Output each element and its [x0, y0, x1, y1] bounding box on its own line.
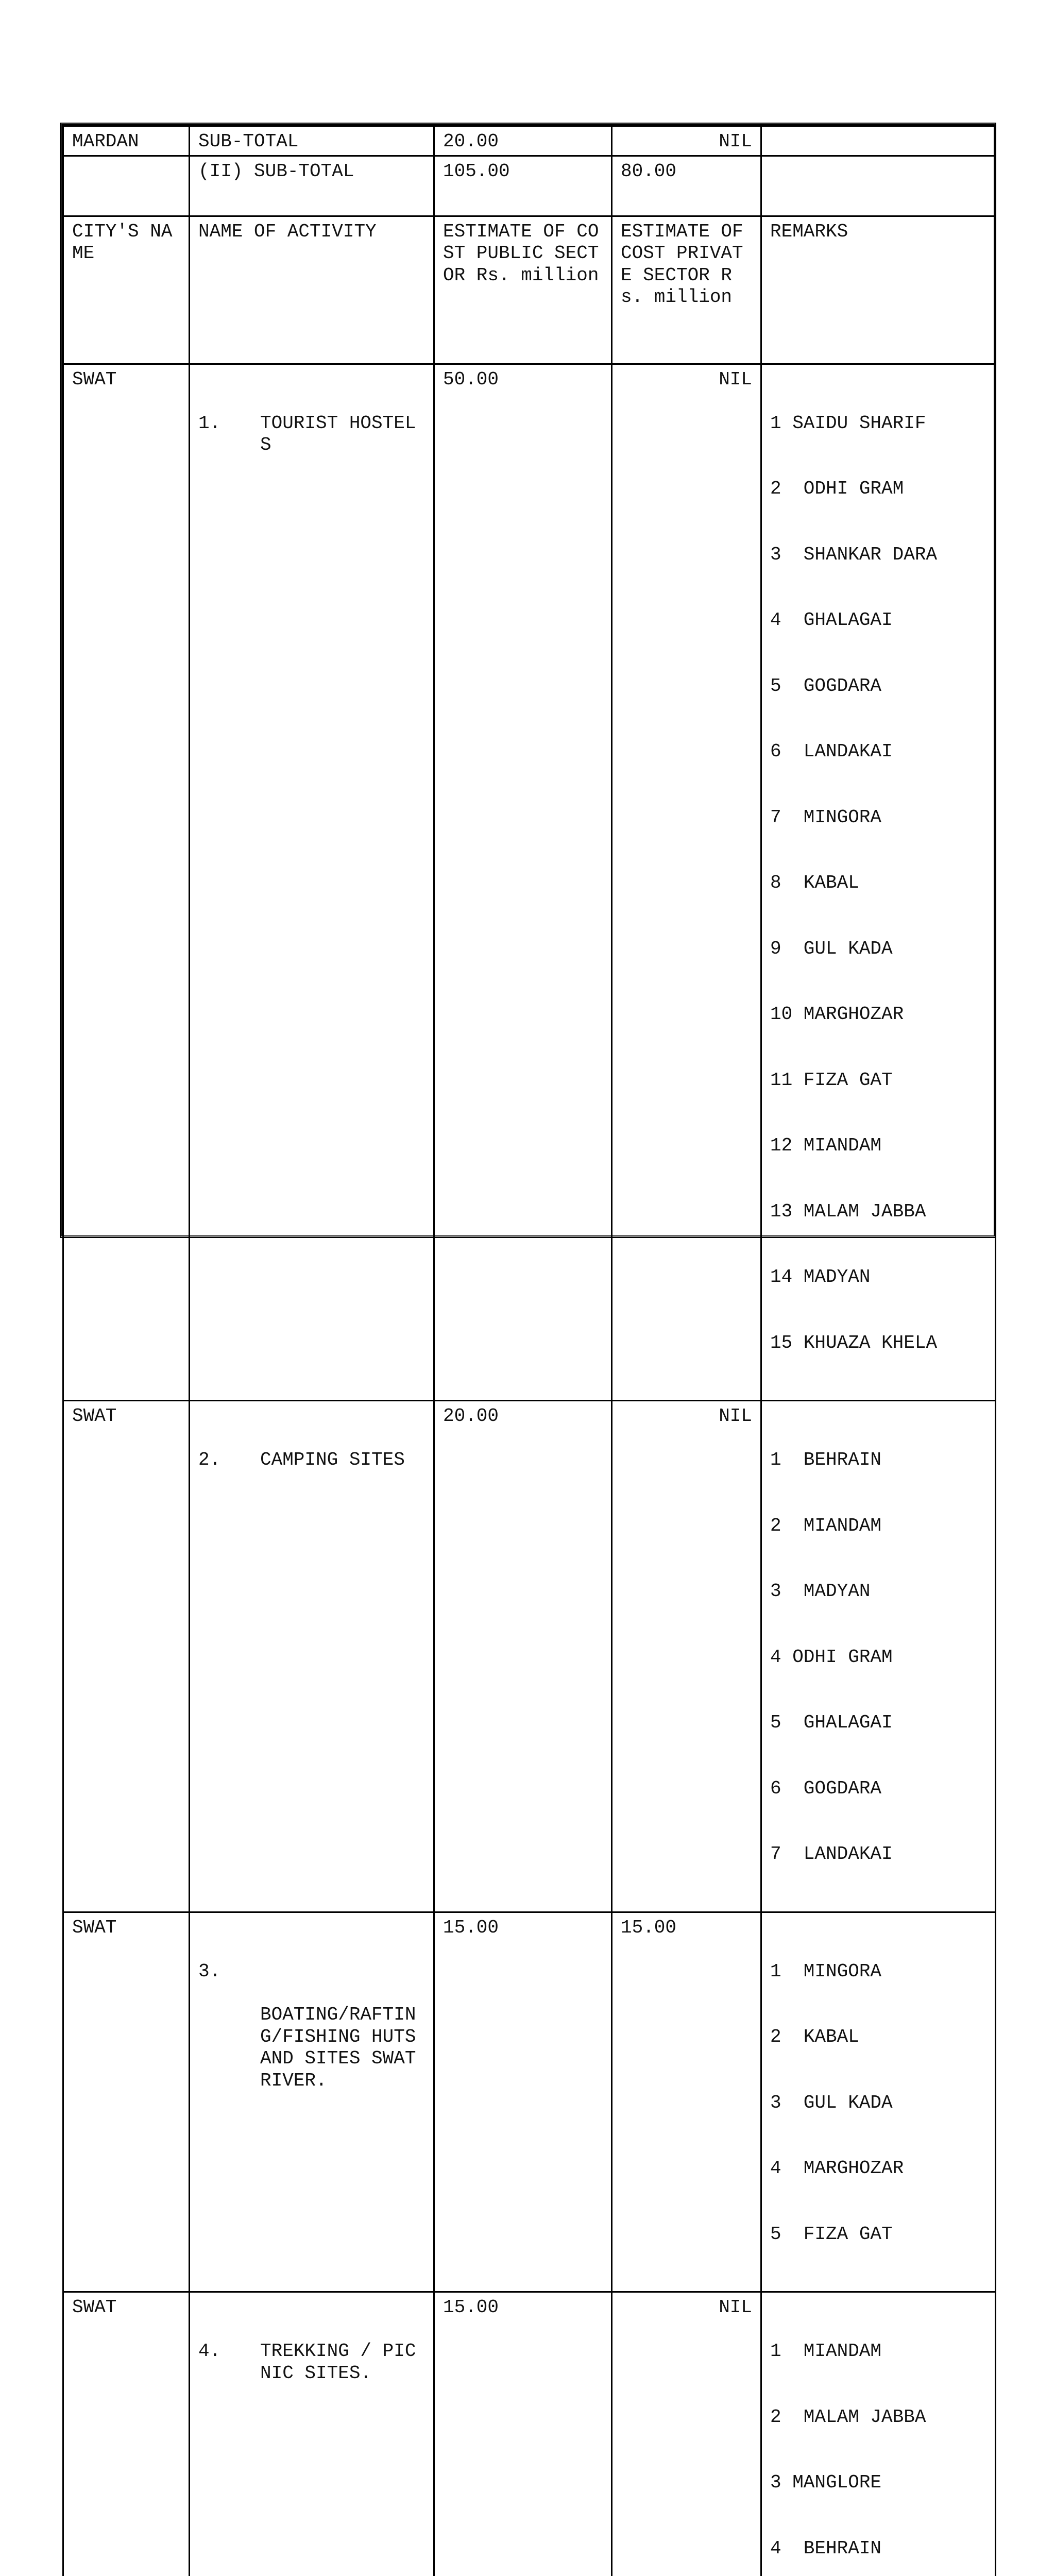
remark-item: 10 MARGHOZAR — [770, 1004, 986, 1026]
remark-item: 2 ODHI GRAM — [770, 478, 986, 500]
remark-item: 1 MIANDAM — [770, 2341, 986, 2363]
private-cost-cell: 15.00 — [612, 1912, 761, 2292]
header-activity: NAME OF ACTIVITY — [190, 216, 434, 364]
remark-item: 1 SAIDU SHARIF — [770, 413, 986, 435]
remark-item: 14 MADYAN — [770, 1266, 986, 1289]
city-cell: SWAT — [63, 2292, 190, 2576]
table-row — [63, 364, 996, 1401]
activity-number: 2. — [198, 1449, 260, 1471]
remark-item: 6 LANDAKAI — [770, 741, 986, 763]
remark-item: 12 MIANDAM — [770, 1135, 986, 1157]
table-header-row — [63, 216, 996, 364]
header-private-cost: ESTIMATE OF COST PRIVATE SECTOR Rs. million — [612, 216, 761, 364]
remark-item: 4 MARGHOZAR — [770, 2158, 986, 2180]
remark-item: 2 KABAL — [770, 2026, 986, 2048]
remarks-cell — [761, 1912, 996, 2292]
remarks-cell — [761, 1401, 996, 1912]
activity-cell — [190, 364, 434, 1401]
city-cell: MARDAN — [63, 126, 190, 156]
public-cost-cell: 105.00 — [434, 156, 612, 216]
table-row — [63, 1912, 996, 2292]
activity-name: CAMPING SITES — [260, 1449, 425, 1471]
remarks-cell — [761, 2292, 996, 2576]
activity-name: TREKKING / PICNIC SITES. — [260, 2341, 425, 2384]
remark-item: 7 LANDAKAI — [770, 1843, 986, 1866]
remark-item: 3 SHANKAR DARA — [770, 544, 986, 566]
remark-item: 2 MALAM JABBA — [770, 2406, 986, 2429]
public-cost-cell: 20.00 — [434, 126, 612, 156]
header-city: CITY'S NAME — [63, 216, 190, 364]
activity-name: BOATING/RAFTING/FISHING HUTS AND SITES SWAT RIVER. — [260, 2004, 425, 2092]
remark-item: 9 GUL KADA — [770, 938, 986, 960]
remark-item: 4 GHALAGAI — [770, 609, 986, 632]
remark-item: 13 MALAM JABBA — [770, 1201, 986, 1223]
remark-item: 7 MINGORA — [770, 807, 986, 829]
table-row — [63, 126, 996, 156]
table-row — [63, 156, 996, 216]
remark-item: 3 MANGLORE — [770, 2472, 986, 2494]
activity-cell — [190, 1912, 434, 2292]
private-cost-cell: NIL — [612, 126, 761, 156]
activity-cell: SUB-TOTAL — [190, 126, 434, 156]
private-cost-cell: NIL — [612, 364, 761, 1401]
activity-number: 4. — [198, 2341, 260, 2384]
header-remarks: REMARKS — [761, 216, 996, 364]
remark-item: 5 GHALAGAI — [770, 1712, 986, 1734]
remarks-cell — [761, 364, 996, 1401]
activity-cell: (II) SUB-TOTAL — [190, 156, 434, 216]
remark-item: 3 GUL KADA — [770, 2092, 986, 2114]
public-cost-cell: 50.00 — [434, 364, 612, 1401]
remark-item: 11 FIZA GAT — [770, 1070, 986, 1092]
remark-item: 8 KABAL — [770, 872, 986, 894]
remark-item: 4 BEHRAIN — [770, 2538, 986, 2560]
public-cost-cell: 20.00 — [434, 1401, 612, 1912]
table-row — [63, 1401, 996, 1912]
activity-cell — [190, 1401, 434, 1912]
tourism-cost-table — [62, 125, 996, 2576]
city-cell: SWAT — [63, 364, 190, 1401]
city-cell: SWAT — [63, 1401, 190, 1912]
remark-item: 1 MINGORA — [770, 1961, 986, 1983]
remark-item: 15 KHUAZA KHELA — [770, 1332, 986, 1354]
public-cost-cell: 15.00 — [434, 1912, 612, 2292]
remark-item: 3 MADYAN — [770, 1581, 986, 1603]
remark-item: 4 ODHI GRAM — [770, 1647, 986, 1669]
remark-item: 1 BEHRAIN — [770, 1449, 986, 1471]
city-cell — [63, 156, 190, 216]
public-cost-cell: 15.00 — [434, 2292, 612, 2576]
activity-number: 3. — [198, 1961, 260, 1983]
document-page — [60, 123, 996, 1238]
remark-item: 6 GOGDARA — [770, 1778, 986, 1800]
remark-item: 5 FIZA GAT — [770, 2224, 986, 2246]
private-cost-cell: NIL — [612, 1401, 761, 1912]
private-cost-cell: 80.00 — [612, 156, 761, 216]
remarks-cell — [761, 126, 996, 156]
activity-cell — [190, 2292, 434, 2576]
header-public-cost: ESTIMATE OF COST PUBLIC SECTOR Rs. million — [434, 216, 612, 364]
city-cell: SWAT — [63, 1912, 190, 2292]
table-row — [63, 2292, 996, 2576]
remark-item: 2 MIANDAM — [770, 1515, 986, 1537]
remark-item: 5 GOGDARA — [770, 675, 986, 698]
private-cost-cell: NIL — [612, 2292, 761, 2576]
remarks-cell — [761, 156, 996, 216]
activity-number: 1. — [198, 413, 260, 456]
activity-name: TOURIST HOSTELS — [260, 413, 425, 456]
